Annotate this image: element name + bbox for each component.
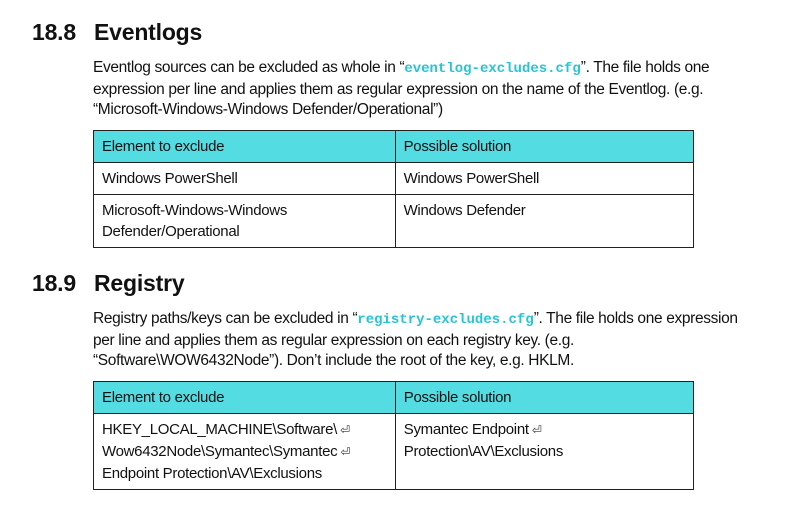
cell-line-text: HKEY_LOCAL_MACHINE\Software\: [102, 421, 338, 438]
cell-line: Windows PowerShell: [403, 170, 540, 187]
column-header-element: Element to exclude: [94, 131, 396, 163]
cell-line: Protection\AV\Exclusions: [403, 443, 564, 460]
paragraph-text: Eventlog sources can be excluded as whole in “: [93, 59, 405, 76]
column-header-solution: Possible solution: [395, 382, 693, 414]
element-cell: [94, 163, 396, 195]
eventlogs-paragraph: [93, 58, 753, 121]
paragraph-text: Registry paths/keys can be excluded in “: [93, 310, 358, 327]
table-row: [94, 414, 694, 490]
return-arrow-icon: ⏎: [340, 423, 350, 437]
section-number: 18.8: [32, 19, 76, 45]
cell-line: Windows PowerShell: [102, 170, 238, 187]
paragraph-text: ”. The file holds one expression per line and applies them as regular expression on each registry key. (e.g. “Software\WOW6432Node”). Don’t include the root of the key, e.g. HKLM.: [93, 310, 738, 369]
config-filename: eventlog-excludes.cfg: [404, 61, 581, 77]
section-heading-registry: [32, 270, 184, 297]
column-header-element: Element to exclude: [94, 382, 396, 414]
solution-cell: [395, 414, 693, 490]
section-number: 18.9: [32, 270, 76, 296]
registry-exclusion-table: [93, 381, 694, 490]
cell-line: [404, 419, 686, 441]
table-header-row: [94, 382, 694, 414]
cell-line: Endpoint Protection\AV\Exclusions: [102, 465, 322, 482]
eventlogs-exclusion-table: [93, 130, 694, 248]
registry-paragraph: [93, 309, 753, 372]
config-filename: registry-excludes.cfg: [357, 312, 534, 328]
table-row: [94, 195, 694, 248]
cell-line-text: Wow6432Node\Symantec\Symantec: [102, 443, 338, 460]
cell-line: Microsoft-Windows-Windows: [102, 202, 288, 219]
solution-cell: [395, 163, 693, 195]
solution-cell: [395, 195, 693, 248]
table-header-row: [94, 131, 694, 163]
return-arrow-icon: ⏎: [340, 445, 351, 459]
section-heading-eventlogs: [32, 19, 202, 46]
cell-line-text: Symantec Endpoint: [403, 421, 529, 438]
cell-line: [102, 419, 388, 441]
section-title: Eventlogs: [94, 19, 203, 45]
section-title: Registry: [94, 270, 185, 296]
element-cell: [94, 195, 396, 248]
column-header-solution: Possible solution: [395, 131, 693, 163]
return-arrow-icon: ⏎: [531, 423, 542, 437]
paragraph-text: ”. The file holds one expression per line and applies them as regular expression on the name of the Eventlog. (e.g. “Microsoft-Windows-Windows Defender/Operational”): [93, 59, 710, 118]
cell-line: Windows Defender: [403, 202, 526, 219]
table-row: [94, 163, 694, 195]
element-cell: [94, 414, 396, 490]
cell-line: Defender/Operational: [102, 223, 240, 240]
cell-line: [102, 441, 388, 463]
